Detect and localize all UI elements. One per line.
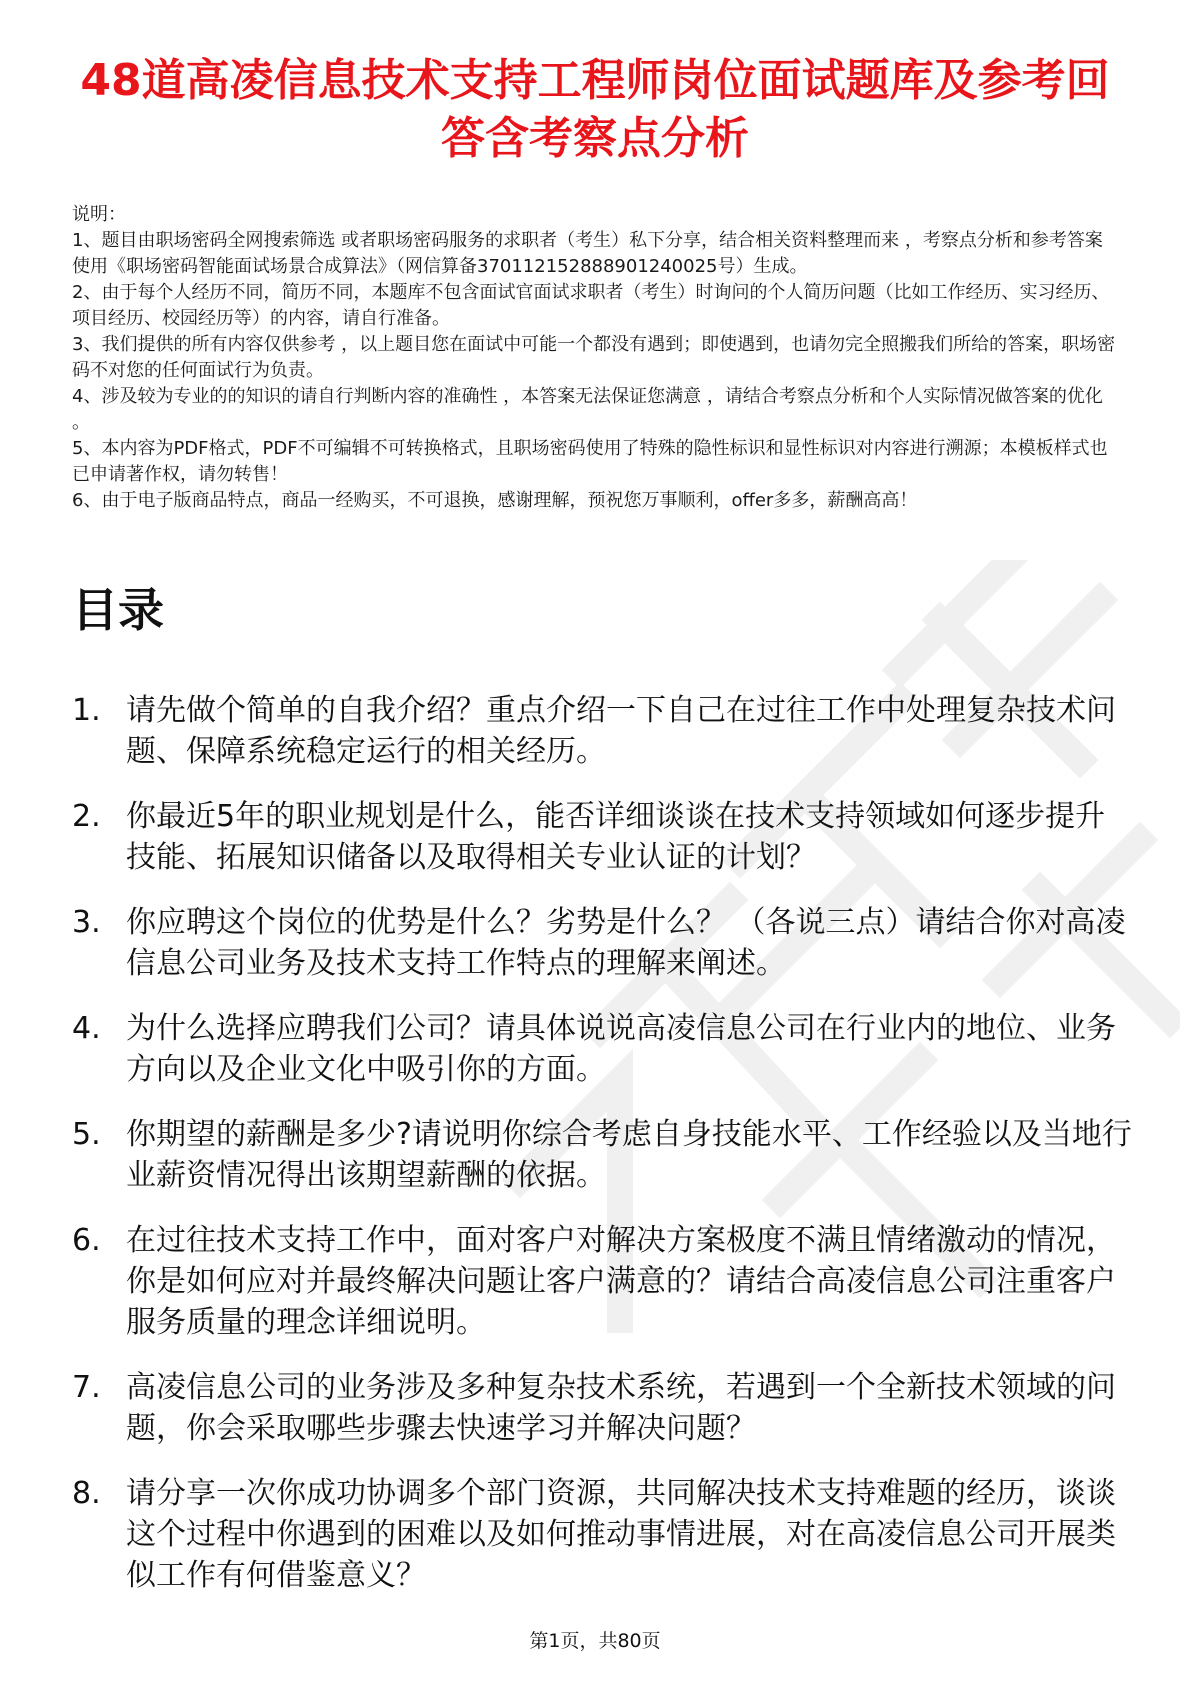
toc-item-text: 高凌信息公司的业务涉及多种复杂技术系统，若遇到一个全新技术领域的问题，你会采取哪些步骤去快速学习并解决问题？ (126, 1370, 1116, 1446)
toc-item-3[interactable] (72, 902, 1132, 984)
toc-list (72, 690, 1132, 1620)
toc-item-5[interactable] (72, 1114, 1132, 1196)
toc-item-number: 2. (72, 799, 101, 834)
toc-item-2[interactable] (72, 796, 1132, 878)
toc-item-number: 1. (72, 693, 101, 728)
note-item: 5、本内容为PDF格式，PDF不可编辑不可转换格式，且职场密码使用了特殊的隐性标识和显性标识对内容进行溯源；本模板样式也已申请著作权，请勿转售！ (72, 438, 1108, 485)
toc-item-text: 请先做个简单的自我介绍？重点介绍一下自己在过往工作中处理复杂技术问题、保障系统稳定运行的相关经历。 (126, 693, 1116, 769)
toc-item-number: 4. (72, 1011, 101, 1046)
note-item: 6、由于电子版商品特点，商品一经购买，不可退换，感谢理解，预祝您万事顺利，offer多多，薪酬高高！ (72, 490, 918, 511)
toc-heading: 目录 (72, 583, 164, 637)
document-title: 48道高凌信息技术支持工程师岗位面试题库及参考回答含考察点分析 (80, 55, 1110, 164)
note-item: 4、涉及较为专业的的知识的请自行判断内容的准确性 ，本答案无法保证您满意 ，请结合考察点分析和个人实际情况做答案的优化 。 (72, 386, 1103, 433)
note-item: 1、题目由职场密码全网搜索筛选 或者职场密码服务的求职者（考生）私下分享，结合相关资料整理而来 ，考察点分析和参考答案使用《职场密码智能面试场景合成算法》（网信算备370112152888901240025号）生成。 (72, 230, 1103, 277)
toc-item-text: 你最近5年的职业规划是什么，能否详细谈谈在技术支持领域如何逐步提升技能、拓展知识储备以及取得相关专业认证的计划？ (126, 799, 1106, 875)
toc-item-text: 你期望的薪酬是多少?请说明你综合考虑自身技能水平、工作经验以及当地行业薪资情况得出该期望薪酬的依据。 (126, 1117, 1132, 1193)
toc-item-1[interactable] (72, 690, 1132, 772)
toc-item-text: 在过往技术支持工作中，面对客户对解决方案极度不满且情绪激动的情况，你是如何应对并最终解决问题让客户满意的？请结合高凌信息公司注重客户服务质量的理念详细说明。 (126, 1223, 1116, 1340)
toc-item-6[interactable] (72, 1220, 1132, 1343)
toc-item-number: 3. (72, 905, 101, 940)
toc-item-text: 请分享一次你成功协调多个部门资源，共同解决技术支持难题的经历，谈谈这个过程中你遇到的困难以及如何推动事情进展，对在高凌信息公司开展类似工作有何借鉴意义？ (126, 1476, 1116, 1593)
toc-item-number: 5. (72, 1117, 101, 1152)
notes-block (72, 202, 1117, 514)
note-item: 2、由于每个人经历不同，简历不同，本题库不包含面试官面试求职者（考生）时询问的个人简历问题（比如工作经历、实习经历、项目经历、校园经历等）的内容，请自行准备。 (72, 282, 1110, 329)
toc-item-text: 为什么选择应聘我们公司？请具体说说高凌信息公司在行业内的地位、业务方向以及企业文化中吸引你的方面。 (126, 1011, 1116, 1087)
toc-item-number: 7. (72, 1370, 101, 1405)
toc-item-4[interactable] (72, 1008, 1132, 1090)
toc-item-number: 6. (72, 1223, 101, 1258)
page-footer: 第1页，共80页 (529, 1630, 661, 1652)
notes-heading: 说明： (72, 204, 126, 225)
toc-item-text: 你应聘这个岗位的优势是什么？劣势是什么？ （各说三点）请结合你对高凌信息公司业务及技术支持工作特点的理解来阐述。 (126, 905, 1126, 981)
note-item: 3、我们提供的所有内容仅供参考 ，以上题目您在面试中可能一个都没有遇到；即使遇到，也请勿完全照搬我们所给的答案，职场密码不对您的任何面试行为负责。 (72, 334, 1116, 381)
toc-item-number: 8. (72, 1476, 101, 1511)
toc-item-7[interactable] (72, 1367, 1132, 1449)
toc-item-8[interactable] (72, 1473, 1132, 1596)
